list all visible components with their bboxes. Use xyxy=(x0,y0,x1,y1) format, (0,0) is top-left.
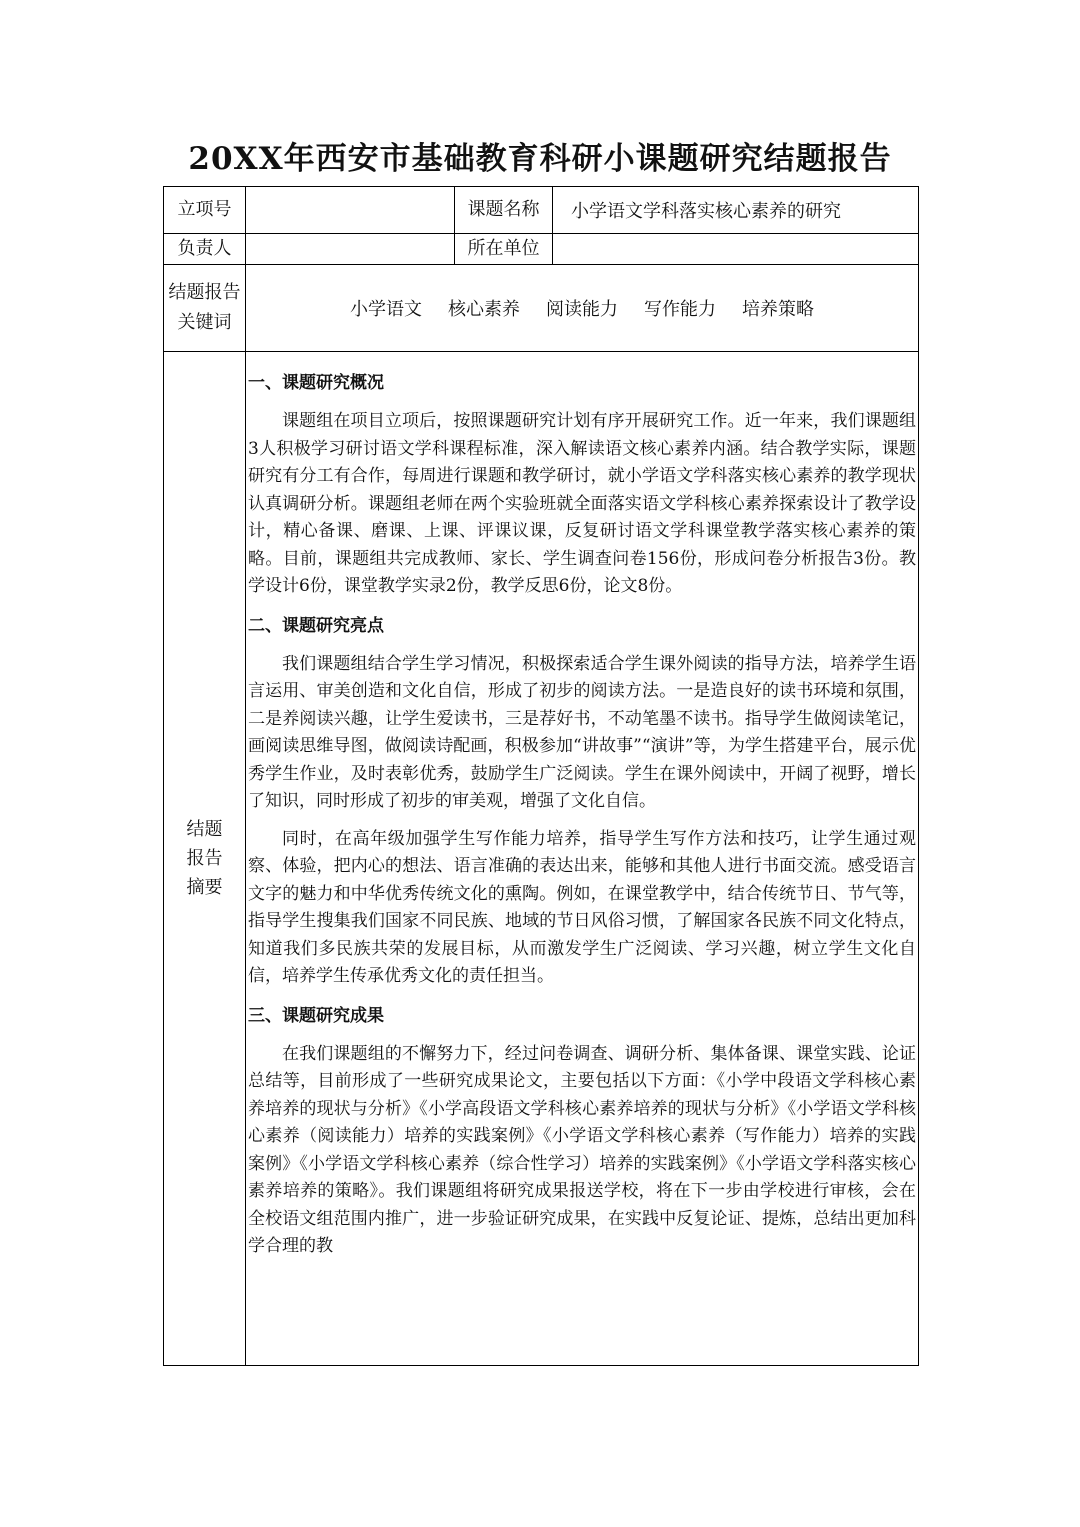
summary-content[interactable] xyxy=(246,352,919,1366)
keywords-label-line1: 结题报告 xyxy=(168,282,241,303)
section-paragraph: 同时，在高年级加强学生写作能力培养，指导学生写作方法和技巧，让学生通过观察、体验，把内心的想法、语言准确的表达出来，能够和其他人进行书面交流。感受语言文字的魅力和中华优秀传统文化的熏陶。例如，在课堂教学中，结合传统节日、节气等，指导学生搜集我们国家不同民族、地域的节日风俗习惯，了解国家各民族不同文化特点，知道我们多民族共荣的发展目标，从而激发学生广泛阅读、学习兴趣，树立学生文化自信，培养学生传承优秀文化的责任担当。 xyxy=(248,828,916,986)
keyword-item: 小学语文 xyxy=(350,299,422,320)
keywords-label xyxy=(164,265,246,352)
keyword-item: 核心素养 xyxy=(448,299,520,320)
summary-label-line: 结题 xyxy=(186,819,223,840)
leader-label: 负责人 xyxy=(164,234,246,265)
keywords-label-line2: 关键词 xyxy=(177,312,232,333)
leader-value[interactable] xyxy=(246,234,455,265)
section-heading-overview: 一、课题研究概况 xyxy=(248,373,384,393)
unit-label: 所在单位 xyxy=(455,234,553,265)
keyword-item: 阅读能力 xyxy=(546,299,618,320)
section-paragraph: 在我们课题组的不懈努力下，经过问卷调查、调研分析、集体备课、课堂实践、论证总结等，目前形成了一些研究成果论文，主要包括以下方面：《小学中段语文学科核心素养培养的现状与分析》《小学高段语文学科核心素养培养的现状与分析》《小学语文学科核心素养（阅读能力）培养的实践案例》《小学语文学科核心素养（写作能力）培养的实践案例》《小学语文学科核心素养（综合性学习）培养的实践案例》《小学语文学科落实核心素养培养的策略》。我们课题组将研究成果报送学校，将在下一步由学校进行审核，会在全校语文组范围内推广，进一步验证研究成果，在实践中反复论证、提炼，总结出更加科学合理的教 xyxy=(248,1043,916,1256)
summary-label-line: 摘要 xyxy=(186,877,223,898)
summary-label xyxy=(164,352,246,1366)
section-heading-results: 三、课题研究成果 xyxy=(248,1005,384,1026)
keyword-item: 培养策略 xyxy=(742,299,814,320)
section-paragraph: 课题组在项目立项后，按照课题研究计划有序开展研究工作。近一年来，我们课题组3人积极学习研讨语文学科课程标准，深入解读语文核心素养内涵。结合教学实际，课题研究有分工有合作，每周进行课题和教学研讨，就小学语文学科落实核心素养的教学现状认真调研分析。课题组老师在两个实验班就全面落实语文学科核心素养探索设计了教学设计，精心备课、磨课、上课、评课议课，反复研讨语文学科课堂教学落实核心素养的策略。目前，课题组共完成教师、家长、学生调查问卷156份，形成问卷分析报告3份。教学设计6份，课堂教学实录2份，教学反思6份，论文8份。 xyxy=(248,411,916,596)
project-no-value[interactable] xyxy=(246,187,455,234)
form-row-project xyxy=(164,187,919,234)
section-heading-highlights: 二、课题研究亮点 xyxy=(248,615,384,636)
keywords-value[interactable] xyxy=(246,265,919,352)
project-no-label: 立项号 xyxy=(164,187,246,234)
unit-value[interactable] xyxy=(553,234,919,265)
project-name-label: 课题名称 xyxy=(455,187,553,234)
form-row-leader xyxy=(164,234,919,265)
section-paragraph: 我们课题组结合学生学习情况，积极探索适合学生课外阅读的指导方法，培养学生语言运用、审美创造和文化自信，形成了初步的阅读方法。一是造良好的读书环境和氛围，二是养阅读兴趣，让学生爱读书，三是荐好书，不动笔墨不读书。指导学生做阅读笔记，画阅读思维导图，做阅读诗配画，积极参加“讲故事”“演讲”等，为学生搭建平台，展示优秀学生作业，及时表彰优秀，鼓励学生广泛阅读。学生在课外阅读中，开阔了视野，增长了知识，同时形成了初步的审美观，增强了文化自信。 xyxy=(248,653,916,811)
keyword-item: 写作能力 xyxy=(644,299,716,320)
page-title: 20XX年西安市基础教育科研小课题研究结题报告 xyxy=(188,141,892,177)
summary-label-line: 报告 xyxy=(186,848,223,869)
project-name-value[interactable]: 小学语文学科落实核心素养的研究 xyxy=(553,187,919,234)
form-row-summary xyxy=(164,352,919,1366)
report-form-table xyxy=(163,186,919,1366)
form-row-keywords xyxy=(164,265,919,352)
